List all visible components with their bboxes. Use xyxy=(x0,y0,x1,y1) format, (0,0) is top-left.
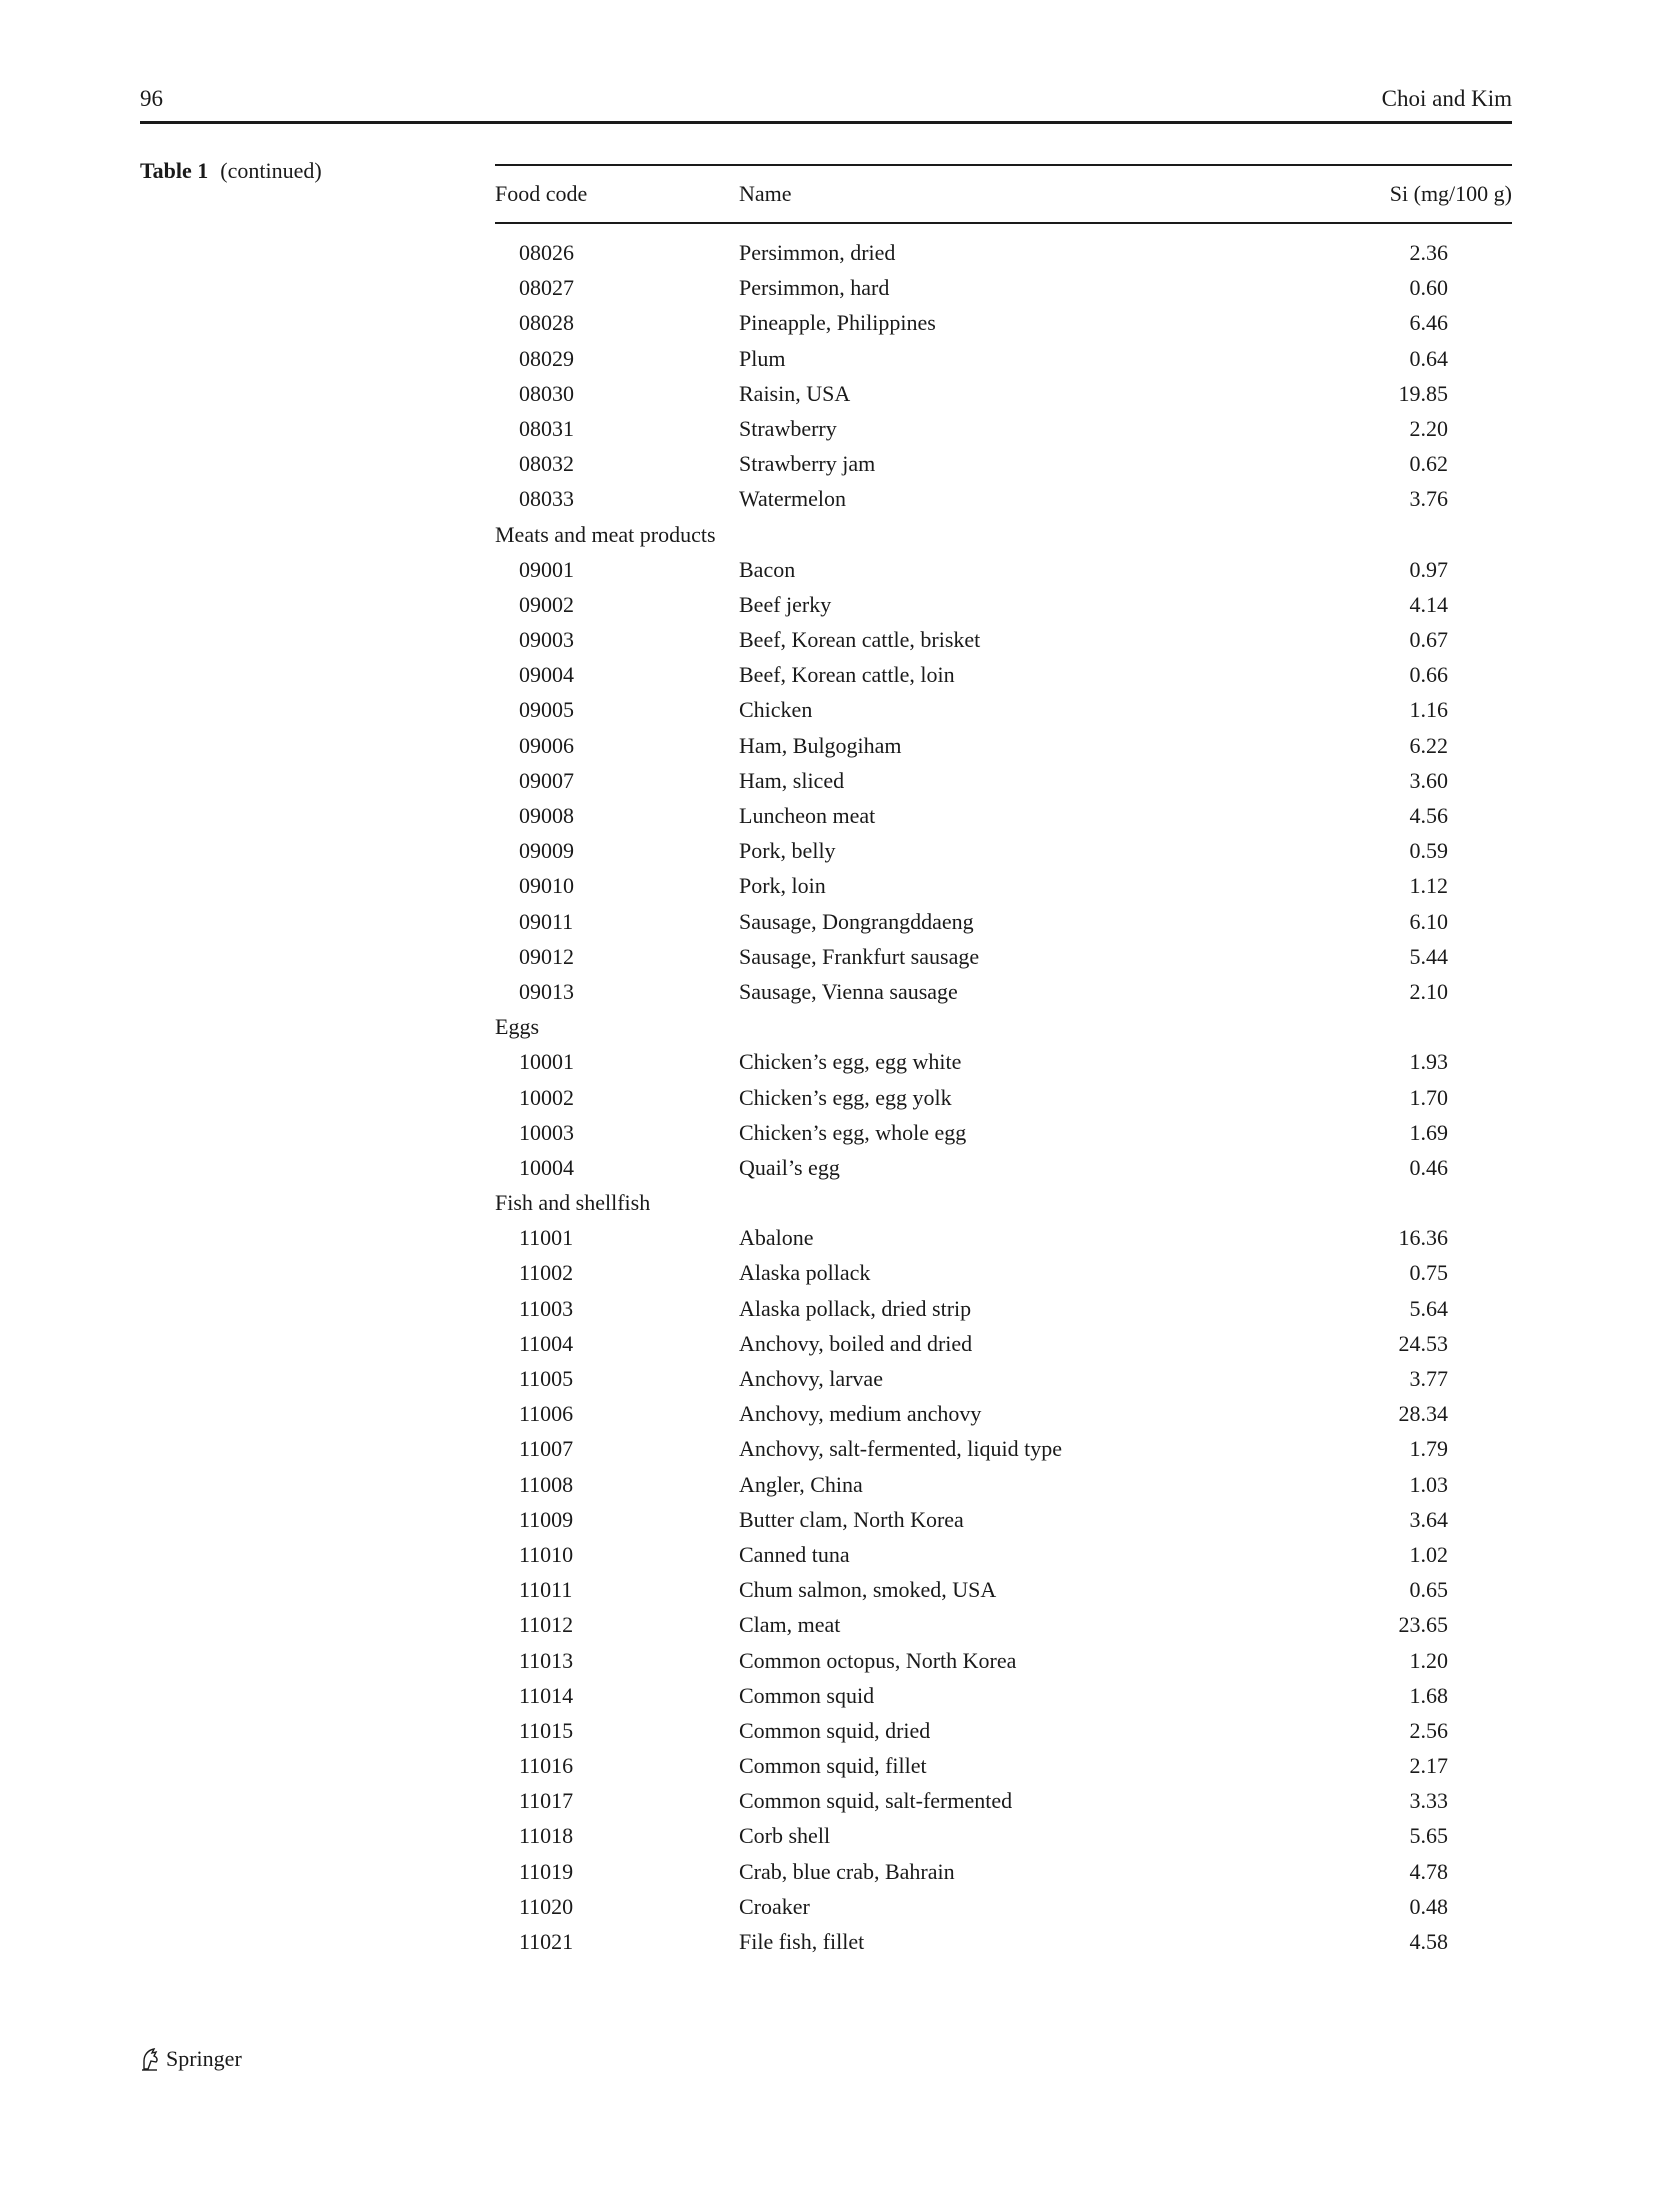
table-row xyxy=(495,1890,1512,1925)
food-code-cell: 09005 xyxy=(519,697,574,723)
food-code-cell: 08030 xyxy=(519,380,574,406)
food-code-cell: 08028 xyxy=(519,310,574,336)
food-name-cell: Common squid, salt-fermented xyxy=(739,1788,1013,1814)
si-value-cell: 0.48 xyxy=(1409,1893,1448,1919)
food-code-cell: 09001 xyxy=(519,556,574,582)
food-code-cell: 09011 xyxy=(519,908,574,934)
table-row xyxy=(495,1151,1512,1186)
food-code-cell: 11007 xyxy=(519,1436,574,1462)
food-code-cell: 11008 xyxy=(519,1471,574,1497)
food-name-cell: Chum salmon, smoked, USA xyxy=(739,1577,997,1603)
si-value-cell: 5.64 xyxy=(1409,1295,1448,1321)
table-row xyxy=(495,1045,1512,1080)
si-value-cell: 1.02 xyxy=(1409,1541,1448,1567)
table-row xyxy=(495,1608,1512,1643)
table-row xyxy=(495,729,1512,764)
food-name-cell: Persimmon, hard xyxy=(739,275,890,301)
food-code-cell: 08026 xyxy=(519,240,574,265)
food-code-cell: 10003 xyxy=(519,1119,574,1145)
table-row xyxy=(495,1855,1512,1890)
food-name-cell: Strawberry xyxy=(739,415,837,441)
food-code-cell: 11019 xyxy=(519,1858,574,1884)
food-code-cell: 11006 xyxy=(519,1401,574,1427)
si-value-cell: 0.97 xyxy=(1409,556,1448,582)
table-row xyxy=(495,1784,1512,1819)
food-code-cell: 08033 xyxy=(519,486,574,512)
food-code-cell: 10004 xyxy=(519,1154,574,1180)
table-row xyxy=(495,764,1512,799)
si-value-cell: 1.69 xyxy=(1409,1119,1448,1145)
si-value-cell: 2.17 xyxy=(1409,1753,1448,1779)
si-value-cell: 0.60 xyxy=(1409,275,1448,301)
food-name-cell: Raisin, USA xyxy=(739,380,851,406)
food-code-cell: 09007 xyxy=(519,767,574,793)
food-name-cell: Sausage, Frankfurt sausage xyxy=(739,943,980,969)
food-code-cell: 11003 xyxy=(519,1295,574,1321)
food-code-cell: 11005 xyxy=(519,1366,574,1391)
food-name-cell: Common squid xyxy=(739,1682,875,1708)
table-row xyxy=(495,1292,1512,1327)
si-value-cell: 6.10 xyxy=(1409,908,1448,934)
food-code-cell: 11011 xyxy=(519,1577,573,1603)
food-name-cell: Alaska pollack, dried strip xyxy=(739,1295,972,1321)
table-row xyxy=(495,1819,1512,1854)
si-value-cell: 0.67 xyxy=(1409,627,1448,653)
food-code-cell: 11010 xyxy=(519,1541,574,1567)
si-value-cell: 4.58 xyxy=(1409,1929,1448,1954)
si-value-cell: 6.46 xyxy=(1409,310,1448,336)
si-value-cell: 28.34 xyxy=(1398,1401,1448,1427)
table-row xyxy=(495,799,1512,834)
table-row xyxy=(495,975,1512,1010)
table-row xyxy=(495,306,1512,341)
food-code-cell: 09009 xyxy=(519,838,574,864)
table-row xyxy=(495,271,1512,306)
header-rule xyxy=(140,121,1512,124)
food-code-cell: 09013 xyxy=(519,978,574,1004)
food-code-cell: 09010 xyxy=(519,873,574,899)
table-row xyxy=(495,1362,1512,1397)
table-group-row xyxy=(495,1010,1512,1045)
si-value-cell: 3.60 xyxy=(1409,767,1448,793)
food-name-cell: Common squid, dried xyxy=(739,1717,931,1743)
si-value-cell: 0.62 xyxy=(1409,451,1448,477)
food-name-cell: Beef, Korean cattle, loin xyxy=(739,662,955,688)
food-name-cell: Anchovy, boiled and dried xyxy=(739,1330,973,1356)
si-value-cell: 4.78 xyxy=(1409,1858,1448,1884)
table-group-row xyxy=(495,518,1512,553)
food-code-cell: 11002 xyxy=(519,1260,574,1286)
table-caption-note: (continued) xyxy=(220,158,322,183)
food-name-cell: Beef jerky xyxy=(739,591,832,617)
food-code-cell: 11004 xyxy=(519,1330,574,1356)
table-row xyxy=(495,342,1512,377)
food-code-cell: 10002 xyxy=(519,1084,574,1110)
springer-horse-icon xyxy=(140,2047,160,2071)
food-name-cell: Sausage, Vienna sausage xyxy=(739,978,958,1004)
si-value-cell: 5.44 xyxy=(1409,943,1448,969)
food-code-cell: 08029 xyxy=(519,345,574,371)
food-code-cell: 09006 xyxy=(519,732,574,758)
food-code-cell: 11020 xyxy=(519,1893,574,1919)
si-value-cell: 1.70 xyxy=(1409,1084,1448,1110)
food-name-cell: Bacon xyxy=(739,556,796,582)
si-value-cell: 0.66 xyxy=(1409,662,1448,688)
food-name-cell: Quail’s egg xyxy=(739,1154,840,1180)
food-name-cell: Abalone xyxy=(739,1225,814,1251)
table-row xyxy=(495,1538,1512,1573)
food-name-cell: Corb shell xyxy=(739,1823,831,1849)
food-name-cell: Anchovy, medium anchovy xyxy=(739,1401,982,1427)
table-row xyxy=(495,693,1512,728)
food-code-cell: 11016 xyxy=(519,1753,574,1779)
table-row xyxy=(495,1397,1512,1432)
food-code-cell: 11021 xyxy=(519,1929,574,1954)
si-value-cell: 0.75 xyxy=(1409,1260,1448,1286)
table-row xyxy=(495,553,1512,588)
table-row xyxy=(495,236,1512,271)
si-value-cell: 0.65 xyxy=(1409,1577,1448,1603)
food-code-cell: 09012 xyxy=(519,943,574,969)
si-value-cell: 2.56 xyxy=(1409,1717,1448,1743)
table-row xyxy=(495,1468,1512,1503)
table-row xyxy=(495,1573,1512,1608)
table-body xyxy=(495,224,1512,1960)
group-label: Meats and meat products xyxy=(495,521,716,547)
food-name-cell: Watermelon xyxy=(739,486,846,512)
si-value-cell: 1.79 xyxy=(1409,1436,1448,1462)
si-value-cell: 4.14 xyxy=(1409,591,1448,617)
si-value-cell: 24.53 xyxy=(1398,1330,1448,1356)
page-number: 96 xyxy=(140,86,163,111)
si-value-cell: 2.10 xyxy=(1409,978,1448,1004)
food-name-cell: Ham, Bulgogiham xyxy=(739,732,902,758)
table-row xyxy=(495,1116,1512,1151)
food-name-cell: Beef, Korean cattle, brisket xyxy=(739,627,981,653)
running-head: Choi and Kim xyxy=(1381,86,1512,111)
table-row xyxy=(495,1679,1512,1714)
publisher-footer xyxy=(140,2046,242,2072)
food-name-cell: Chicken’s egg, egg white xyxy=(739,1049,962,1075)
table-row xyxy=(495,940,1512,975)
column-header-si: Si (mg/100 g) xyxy=(1389,181,1512,206)
table-row xyxy=(495,447,1512,482)
table-row xyxy=(495,869,1512,904)
food-code-cell: 09004 xyxy=(519,662,574,688)
column-header-food-code: Food code xyxy=(495,181,588,206)
food-name-cell: Canned tuna xyxy=(739,1541,850,1567)
si-value-cell: 1.16 xyxy=(1409,697,1448,723)
table-row xyxy=(495,1432,1512,1467)
si-value-cell: 1.93 xyxy=(1409,1049,1448,1075)
food-name-cell: Croaker xyxy=(739,1893,810,1919)
table-row xyxy=(495,1503,1512,1538)
si-value-cell: 2.36 xyxy=(1409,240,1448,265)
table-row xyxy=(495,377,1512,412)
food-name-cell: Ham, sliced xyxy=(739,767,845,793)
food-code-cell: 11014 xyxy=(519,1682,574,1708)
table-label: Table 1 xyxy=(140,158,209,183)
table-row xyxy=(495,834,1512,869)
food-name-cell: Crab, blue crab, Bahrain xyxy=(739,1858,955,1884)
group-label: Eggs xyxy=(495,1014,539,1040)
si-value-cell: 23.65 xyxy=(1398,1612,1448,1638)
si-value-cell: 3.33 xyxy=(1409,1788,1448,1814)
si-value-cell: 19.85 xyxy=(1398,380,1448,406)
table-row xyxy=(495,1644,1512,1679)
si-value-cell: 5.65 xyxy=(1409,1823,1448,1849)
food-code-cell: 09008 xyxy=(519,803,574,828)
si-value-cell: 16.36 xyxy=(1398,1225,1448,1251)
food-code-cell: 11013 xyxy=(519,1647,574,1673)
food-code-cell: 08031 xyxy=(519,415,574,441)
food-name-cell: Persimmon, dried xyxy=(739,240,896,265)
table-row xyxy=(495,412,1512,447)
food-code-cell: 11001 xyxy=(519,1225,574,1251)
si-value-cell: 6.22 xyxy=(1409,732,1448,758)
table-row xyxy=(495,658,1512,693)
si-value-cell: 0.64 xyxy=(1409,345,1448,371)
food-name-cell: Clam, meat xyxy=(739,1612,841,1638)
si-value-cell: 3.77 xyxy=(1409,1366,1448,1391)
table-row xyxy=(495,1256,1512,1291)
table-group-row xyxy=(495,1186,1512,1221)
food-name-cell: Common octopus, North Korea xyxy=(739,1647,1017,1673)
food-name-cell: Chicken’s egg, egg yolk xyxy=(739,1084,952,1110)
table-row xyxy=(495,1925,1512,1960)
food-name-cell: Pork, belly xyxy=(739,838,836,864)
si-value-cell: 0.59 xyxy=(1409,838,1448,864)
food-code-cell: 11015 xyxy=(519,1717,574,1743)
food-name-cell: Anchovy, larvae xyxy=(739,1366,883,1391)
food-code-cell: 09003 xyxy=(519,627,574,653)
food-code-cell: 10001 xyxy=(519,1049,574,1075)
food-code-cell: 11017 xyxy=(519,1788,574,1814)
table-row xyxy=(495,1221,1512,1256)
table-row xyxy=(495,1081,1512,1116)
table-row xyxy=(495,588,1512,623)
food-code-cell: 11018 xyxy=(519,1823,574,1849)
food-name-cell: Luncheon meat xyxy=(739,803,876,828)
si-value-cell: 3.64 xyxy=(1409,1506,1448,1532)
table-row xyxy=(495,1714,1512,1749)
food-name-cell: File fish, fillet xyxy=(739,1929,865,1954)
food-name-cell: Chicken xyxy=(739,697,813,723)
food-code-cell: 11009 xyxy=(519,1506,574,1532)
food-name-cell: Alaska pollack xyxy=(739,1260,871,1286)
food-name-cell: Plum xyxy=(739,345,786,371)
food-name-cell: Butter clam, North Korea xyxy=(739,1506,964,1532)
column-header-name: Name xyxy=(739,181,792,206)
food-name-cell: Chicken’s egg, whole egg xyxy=(739,1119,967,1145)
table-row xyxy=(495,623,1512,658)
food-name-cell: Anchovy, salt-fermented, liquid type xyxy=(739,1436,1062,1462)
si-value-cell: 1.20 xyxy=(1409,1647,1448,1673)
food-code-cell: 09002 xyxy=(519,591,574,617)
si-value-cell: 0.46 xyxy=(1409,1154,1448,1180)
si-value-cell: 4.56 xyxy=(1409,803,1448,828)
food-code-cell: 08032 xyxy=(519,451,574,477)
si-value-cell: 1.12 xyxy=(1409,873,1448,899)
food-code-cell: 08027 xyxy=(519,275,574,301)
food-name-cell: Strawberry jam xyxy=(739,451,876,477)
table-row xyxy=(495,1749,1512,1784)
food-name-cell: Common squid, fillet xyxy=(739,1753,927,1779)
food-name-cell: Sausage, Dongrangddaeng xyxy=(739,908,974,934)
table-row xyxy=(495,482,1512,517)
table-caption xyxy=(140,158,322,184)
table-row xyxy=(495,905,1512,940)
food-name-cell: Pork, loin xyxy=(739,873,826,899)
table-header-row xyxy=(495,166,1512,222)
table-row xyxy=(495,1327,1512,1362)
food-name-cell: Angler, China xyxy=(739,1471,863,1497)
food-code-cell: 11012 xyxy=(519,1612,574,1638)
publisher-name: Springer xyxy=(166,2046,242,2071)
group-label: Fish and shellfish xyxy=(495,1190,651,1216)
data-table xyxy=(495,164,1512,1960)
si-value-cell: 1.68 xyxy=(1409,1682,1448,1708)
si-value-cell: 1.03 xyxy=(1409,1471,1448,1497)
si-value-cell: 3.76 xyxy=(1409,486,1448,512)
food-name-cell: Pineapple, Philippines xyxy=(739,310,936,336)
si-value-cell: 2.20 xyxy=(1409,415,1448,441)
